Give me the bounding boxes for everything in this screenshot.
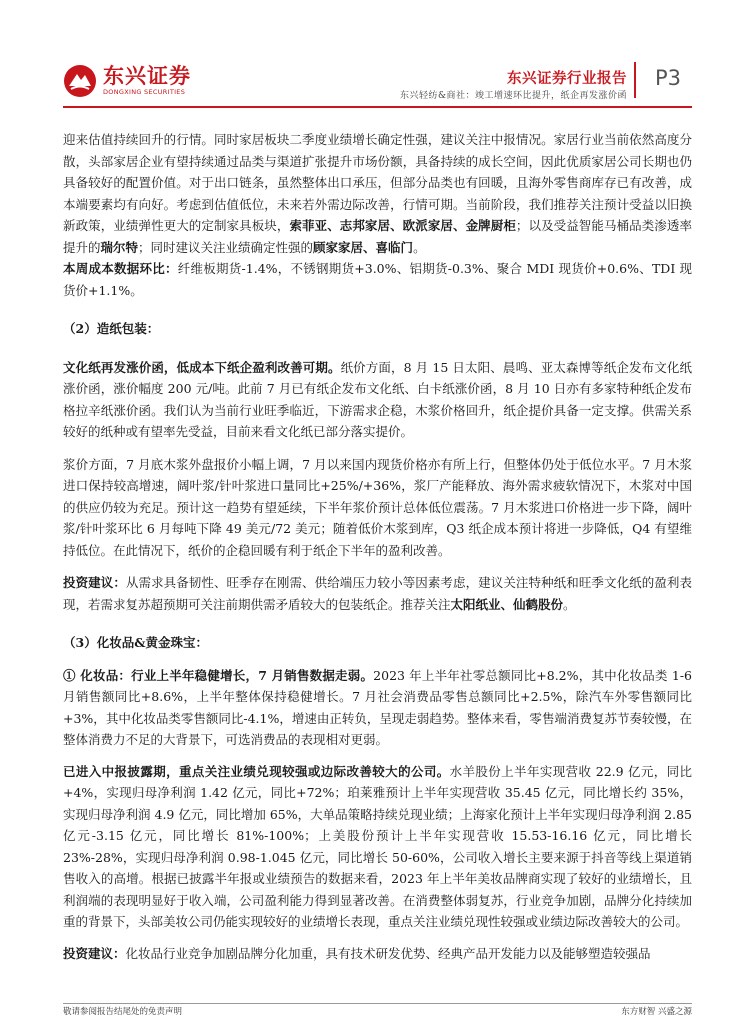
paper-price-paragraph: 文化纸再发涨价函，低成本下纸企盈利改善可期。纸价方面，8 月 15 日太阳、晨鸣、亚太森博等纸企发布文化纸涨价函，涨价幅度 200 元/吨。此前 7 月已有纸企发布文化纸、白卡纸涨价函，8 月 10 日亦有多家特种纸企发布格拉辛纸涨价函。我们认为当前行业旺季临近，下游需求企稳，木浆价格回升，纸企提价具备一定支撑。供需关系较好的纸种或有望率先受益，目前来看文化纸已部分落实提价。 <box>63 359 692 439</box>
cost-data-paragraph: 本周成本数据环比：纤维板期货-1.4%，不锈钢期货+3.0%、铝期货-0.3%、聚合 MDI 现货价+0.6%、TDI 现货价+1.1%。 <box>63 261 692 298</box>
report-type-title: 东兴证券行业报告 <box>507 71 627 87</box>
paper-investment-advice: 投资建议：从需求具备韧性、旺季存在刚需、供给端压力较小等因素考虑，建议关注特种纸和旺季文化纸的盈利表现，若需求复苏超预期可关注前期供需矛盾较大的包装纸企。推荐关注太阳纸业、仙鹤股份。 <box>63 575 692 612</box>
interim-report-paragraph: 已进入中报披露期，重点关注业绩兑现较强或边际改善较大的公司。水羊股份上半年实现营收 22.9 亿元，同比+4%，实现归母净利润 1.42 亿元，同比+72%；珀莱雅预计上半年实现营收 35.45 亿元，同比增长约 35%，实现归母净利润 4.9 亿元，同比增加 65%，大单品策略持续兑现业绩；上海家化预计上半年实现归母净利润 2.85 亿元-3.15 亿元，同比增长 81%-100%；上美股份预计上半年实现营收 15.53-16.16 亿元，同比增长 23%-28%，实现归母净利润 0.98-1.045 亿元，同比增长 50-60%，公司收入增长主要来源于抖音等线上渠道销售收入的高增。根据已披露半年报或业绩预告的数据来看，2023 年上半年美妆品牌商实现了较好的业绩增长，且利润端的表现明显好于收入端，公司盈利能力得到显著改善。在消费整体弱复苏，行业竞争加剧，品牌分化持续加重的背景下，头部美妆公司仍能实现较好的业绩增长表现，重点关注业绩兑现性较强或业绩边际改善较大的公司。 <box>63 763 692 929</box>
logo-chinese-name: 东兴证券 <box>103 64 191 88</box>
pulp-price-paragraph: 浆价方面，7 月底木浆外盘报价小幅上调，7 月以来国内现货价格亦有所上行，但整体仍处于低位水平。7 月木浆进口保持较高增速，阔叶浆/针叶浆进口量同比+25%/+36%，浆厂产能释放、海外需求疲软情况下，木浆对中国的供应仍较为充足。预计这一趋势有望延续，下半年浆价预计总体低位震荡。7 月木浆进口价格进一步下降，阔叶浆/针叶浆环比 6 月每吨下降 49 美元/72 美元；随着低价木浆到库，Q3 纸企成本预计将进一步降低，Q4 有望维持低位。在此情况下，纸价的企稳回暖有利于纸企下半年的盈利改善。 <box>63 456 692 558</box>
company-slogan: 东方财智 兴盛之源 <box>621 1007 692 1017</box>
furniture-paragraph: 迎来估值持续回升的行情。同时家居板块二季度业绩增长确定性强，建议关注中报情况。家居行业当前依然高度分散，头部家居企业有望持续通过品类与渠道扩张提升市场份额，具备持续的成长空间，因此优质家居公司长期也仍具备较好的配置价值。对于出口链条，虽然整体出口承压，但部分品类也有回暖，且海外零售商库存已有改善，成本端要素均有向好。考虑到估值低位，未来若外需边际改善，行情可期。当前阶段，我们推荐关注预计受益以旧换新政策，业绩弹性更大的定制家具板块，索菲亚、志邦家居、欧派家居、金牌厨柜；以及受益智能马桶品类渗透率提升的瑞尔特；同时建议关注业绩确定性强的顾家家居、喜临门。 <box>63 132 692 255</box>
company-logo <box>63 64 191 98</box>
cosmetics-industry-paragraph: ① 化妆品：行业上半年稳健增长，7 月销售数据走弱。2023 年上半年社零总额同比+8.2%，其中化妆品类 1-6 月销售额同比+8.6%，上半年整体保持稳健增长。7 月社会消费品零售总额同比+2.5%，除汽车外零售额同比+3%，其中化妆品类零售额同比-4.1%，增速由正转负，呈现走弱趋势。整体来看，零售端消费复苏节奏较慢，在整体消费力不足的大背景下，可选消费品的表现相对更弱。 <box>63 667 692 747</box>
header-rule <box>63 106 692 108</box>
section-heading-cosmetics: （3）化妆品&黄金珠宝： <box>63 635 208 650</box>
disclaimer-note: 敬请参阅报告结尾处的免责声明 <box>63 1007 183 1017</box>
page-number: P3 <box>655 66 682 90</box>
report-subtitle: 东兴轻纺&商社：竣工增速环比提升，纸企再发涨价函 <box>399 91 627 101</box>
report-body <box>63 129 692 964</box>
dongxing-logo-icon <box>63 64 97 98</box>
footer-rule <box>63 1003 692 1004</box>
cosmetics-investment-advice: 投资建议：化妆品行业竞争加剧品牌分化加重，具有技术研发优势、经典产品开发能力以及能够塑造较强品 <box>63 945 651 961</box>
section-heading-paper: （2）造纸包装： <box>63 321 160 336</box>
logo-english-name: DONGXING SECURITIES <box>103 88 186 96</box>
header-divider <box>634 62 636 98</box>
